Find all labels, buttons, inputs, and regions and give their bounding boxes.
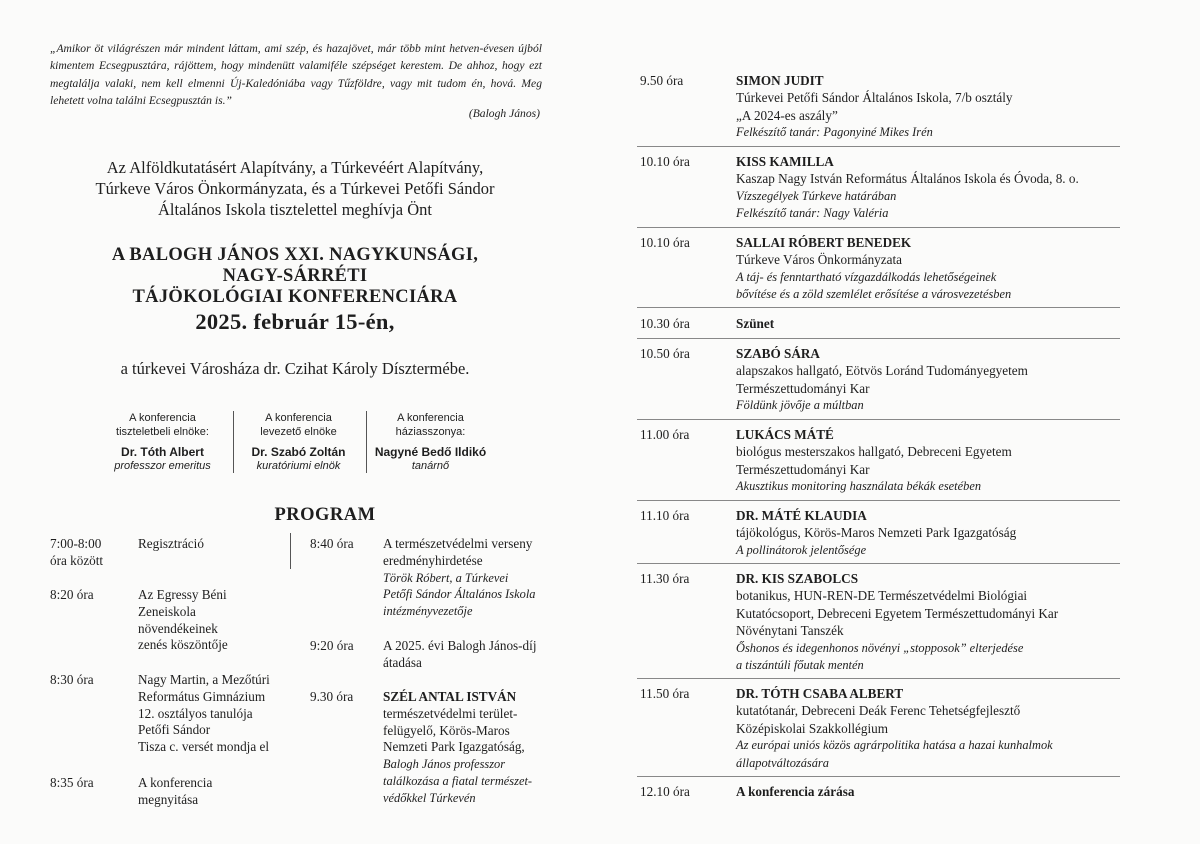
chair-hostess xyxy=(368,411,493,473)
program-time: 11.00 óra xyxy=(640,427,690,442)
program-text: 12. osztályos tanulója xyxy=(138,705,253,721)
chair-divider xyxy=(233,411,234,473)
chair-name: Dr. Tóth Albert xyxy=(121,445,204,459)
chair-title: kuratóriumi elnök xyxy=(256,460,341,472)
program-text: Az Egressy Béni xyxy=(138,587,227,602)
program-note: védőkkel Túrkevén xyxy=(383,790,476,805)
program-item xyxy=(138,536,204,553)
closing-label: A konferencia zárása xyxy=(736,784,855,799)
program-text: Középiskolai Szakkollégium xyxy=(736,720,888,736)
program-time: 9.50 óra xyxy=(640,73,684,88)
program-item xyxy=(736,72,1136,142)
program-text: Természettudományi Kar xyxy=(736,461,870,477)
program-note: Petőfi Sándor Általános Iskola xyxy=(383,587,536,602)
program-text: alapszakos hallgató, Eötvös Loránd Tudományegyetem xyxy=(736,363,1028,379)
program-text: átadása xyxy=(383,654,422,670)
program-text: Nagy Martin, a Mezőtúri xyxy=(138,672,270,687)
program-time: 11.10 óra xyxy=(640,508,690,523)
program-time: óra között xyxy=(50,552,104,568)
chair-name: Nagyné Bedő Ildikó xyxy=(374,445,487,459)
program-note: Vízszegélyek Túrkeve határában xyxy=(736,188,897,203)
program-text: Túrkeve Város Önkormányzata xyxy=(736,252,903,268)
program-note: állapotváltozására xyxy=(736,755,829,770)
program-item xyxy=(736,426,1156,496)
break-label: Szünet xyxy=(736,316,775,331)
chair-role: A konferencia xyxy=(265,412,332,424)
program-text: természetvédelmi terület- xyxy=(383,705,518,721)
program-item xyxy=(383,638,583,672)
program-item xyxy=(138,775,212,809)
chair-role: A konferencia xyxy=(397,412,464,424)
program-text: Növénytani Tanszék xyxy=(736,623,844,639)
program-text: tájökológus, Körös-Maros Nemzeti Park Igazgatóság xyxy=(736,525,1017,541)
program-text: Református Gimnázium xyxy=(138,688,266,704)
program-time: 8:20 óra xyxy=(50,587,94,602)
invitation-line: Az Alföldkutatásért Alapítvány, a Túrkevéért Alapítvány, xyxy=(106,158,484,177)
program-text: A természetvédelmi verseny xyxy=(383,536,533,551)
program-note: a tiszántúli főutak mentén xyxy=(736,658,864,673)
program-time: 10.30 óra xyxy=(640,316,690,331)
program-text: botanikus, HUN-REN-DE Természetvédelmi Biológiai xyxy=(736,588,1028,604)
divider xyxy=(637,678,1120,679)
chair-role: A konferencia xyxy=(129,412,196,424)
program-text: Kutatócsoport, Debreceni Egyetem Természettudományi Kar xyxy=(736,605,1059,621)
column-divider xyxy=(290,533,291,569)
chair-name: Dr. Szabó Zoltán xyxy=(251,445,346,459)
program-note: Akusztikus monitoring használata békák esetében xyxy=(736,479,982,494)
program-time: 11.50 óra xyxy=(640,686,690,701)
program-item xyxy=(383,689,593,807)
program-time: 11.30 óra xyxy=(640,571,690,586)
program-text: zenés köszöntője xyxy=(138,637,228,653)
speaker-name: DR. TÓTH CSABA ALBERT xyxy=(736,686,904,701)
program-time: 8:40 óra xyxy=(310,536,354,551)
program-text: Tisza c. versét mondja el xyxy=(138,739,269,755)
program-text: Túrkevei Petőfi Sándor Általános Iskola, 7/b osztály xyxy=(736,90,1013,106)
program-text: megnyitása xyxy=(138,791,199,807)
divider xyxy=(637,338,1120,339)
invitation-line: Általános Iskola tisztelettel meghívja Önt xyxy=(157,200,432,219)
chair-title: professzor emeritus xyxy=(114,460,211,472)
speaker-name: SZABÓ SÁRA xyxy=(736,346,820,361)
quote-author: (Balogh János) xyxy=(468,107,540,120)
program-item xyxy=(736,507,1156,559)
program-text: biológus mesterszakos hallgató, Debreceni Egyetem xyxy=(736,444,1012,460)
divider xyxy=(637,500,1120,501)
program-item xyxy=(736,345,1156,415)
program-item xyxy=(138,587,228,654)
program-text: Petőfi Sándor xyxy=(138,722,211,738)
program-text: Regisztráció xyxy=(138,536,204,551)
program-note: intézményvezetője xyxy=(383,604,473,619)
program-item xyxy=(383,536,583,620)
program-heading: PROGRAM xyxy=(274,505,376,525)
program-item xyxy=(736,570,1176,674)
program-note: Balogh János professzor xyxy=(383,757,506,772)
program-note: Török Róbert, a Túrkevei xyxy=(383,570,509,585)
program-time: 10.50 óra xyxy=(640,346,690,361)
program-text: eredményhirdetése xyxy=(383,552,483,568)
program-time: 10.10 óra xyxy=(640,235,690,250)
program-note: Őshonos és idegenhonos növényi „stopposok” elterjedése xyxy=(736,640,1024,655)
program-note: Felkészítő tanár: Pagonyiné Mikes Irén xyxy=(736,125,933,140)
divider xyxy=(637,419,1120,420)
program-note: Földünk jövője a múltban xyxy=(736,398,864,413)
speaker-name: SALLAI RÓBERT BENEDEK xyxy=(736,235,912,250)
program-note: A pollinátorok jelentősége xyxy=(736,542,867,557)
program-item xyxy=(736,234,1156,304)
program-item xyxy=(736,685,1176,772)
program-text: Természettudományi Kar xyxy=(736,380,870,396)
program-note: Felkészítő tanár: Nagy Valéria xyxy=(736,206,889,221)
program-note: Az európai uniós közös agrárpolitika hatása a hazai kunhalmok xyxy=(736,738,1053,753)
program-item xyxy=(736,315,774,332)
speaker-name: SIMON JUDIT xyxy=(736,73,824,88)
program-text: növendékeinek xyxy=(138,620,218,636)
divider xyxy=(637,776,1120,777)
program-text: Kaszap Nagy István Református Általános Iskola és Óvoda, 8. o. xyxy=(736,171,1079,187)
program-time: 9:20 óra xyxy=(310,638,354,653)
speaker-name: DR. MÁTÉ KLAUDIA xyxy=(736,508,867,523)
chair-honorary xyxy=(100,411,225,473)
program-text: felügyelő, Körös-Maros xyxy=(383,722,510,738)
program-time: 9.30 óra xyxy=(310,689,354,704)
program-item xyxy=(736,153,1156,223)
title-line: NAGY-SÁRRÉTI xyxy=(222,266,368,286)
speaker-name: SZÉL ANTAL ISTVÁN xyxy=(383,689,517,704)
conference-date: 2025. február 15-én, xyxy=(195,309,395,334)
program-time: 8:35 óra xyxy=(50,775,94,790)
speaker-name: KISS KAMILLA xyxy=(736,154,834,169)
title-line: A BALOGH JÁNOS XXI. NAGYKUNSÁGI, xyxy=(111,245,479,265)
speaker-name: DR. KIS SZABOLCS xyxy=(736,571,859,586)
program-note: bővítése és a zöld szemlélet erősítése a városvezetésben xyxy=(736,287,1012,302)
program-text: kutatótanár, Debreceni Deák Ferenc Tehetségfejlesztő xyxy=(736,703,1021,719)
chair-role: tiszteletbeli elnöke: xyxy=(116,426,209,438)
program-item xyxy=(736,783,854,800)
conference-title xyxy=(40,245,550,335)
chair-presiding xyxy=(236,411,361,473)
program-text: A konferencia xyxy=(138,775,213,790)
program-note: A táj- és fenntartható vízgazdálkodás lehetőségeinek xyxy=(736,269,997,284)
program-time: 10.10 óra xyxy=(640,154,690,169)
program-left-time xyxy=(50,536,103,570)
program-text: Nemzeti Park Igazgatóság, xyxy=(383,739,525,755)
program-time: 8:30 óra xyxy=(50,672,94,687)
divider xyxy=(637,563,1120,564)
invitation-line: Túrkeve Város Önkormányzata, és a Túrkevei Petőfi Sándor xyxy=(95,179,495,198)
venue: a túrkevei Városháza dr. Czihat Károly Dísztermébe. xyxy=(120,359,470,378)
program-text: Zeneiskola xyxy=(138,603,196,619)
divider xyxy=(637,307,1120,308)
invitation-text xyxy=(40,157,550,220)
program-text: A 2025. évi Balogh János-díj xyxy=(383,638,537,653)
chair-title: tanárnő xyxy=(411,460,450,472)
title-line: TÁJÖKOLÓGIAI KONFERENCIÁRA xyxy=(132,287,458,307)
program-time: 12.10 óra xyxy=(640,784,690,799)
chair-divider xyxy=(366,411,367,473)
program-text: „A 2024-es aszály” xyxy=(736,107,838,123)
program-time: 7:00-8:00 xyxy=(50,536,102,551)
divider xyxy=(637,146,1120,147)
chair-role: háziasszonya: xyxy=(395,426,466,438)
chair-role: levezető elnöke xyxy=(260,426,337,438)
divider xyxy=(637,227,1120,228)
opening-quote: „Amikor öt világrészen már mindent láttam, ami szép, és hazajövet, már több mint hetven-évesen újból kimentem Ecsegpusztára, rájöttem, hogy mindenütt valamiféle szépséget kerestem. De ahhoz, hogy ezt megtalálja valaki, nem kell elmenni Új-Kaledóniába vagy Tűzföldre, vagy mit tudom én, hová. Meg lehetett volna találni Ecsegpusztán is.” xyxy=(50,42,542,108)
speaker-name: LUKÁCS MÁTÉ xyxy=(736,427,834,442)
program-item xyxy=(138,672,270,756)
program-note: találkozása a fiatal természet- xyxy=(383,773,533,788)
